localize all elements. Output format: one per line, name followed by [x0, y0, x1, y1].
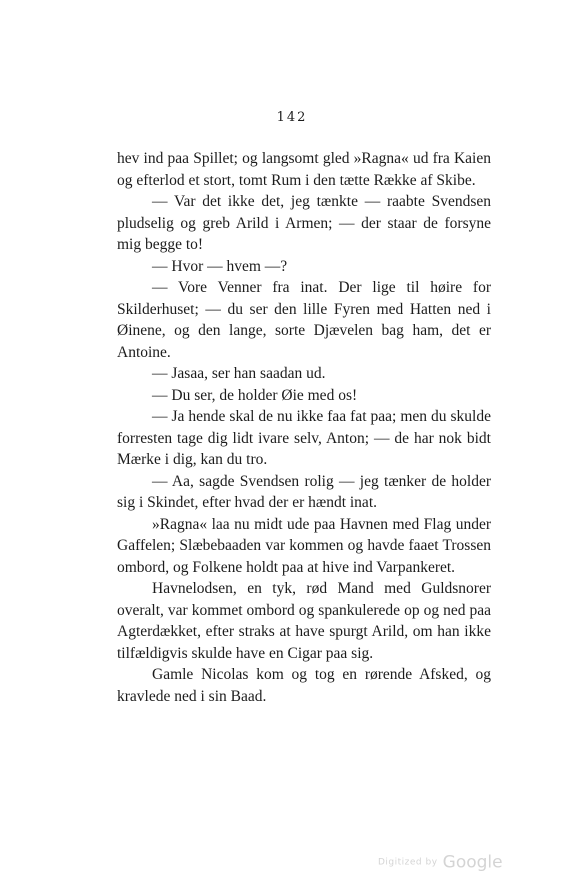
watermark-prefix: Digitized by [378, 857, 438, 868]
google-logo: Google [442, 852, 503, 873]
paragraph: — Hvor — hvem —? [152, 257, 288, 275]
paragraph: »Ragna« laa nu midt ude paa Havnen med Flag under Gaffelen; Slæbebaaden var kommen og havde faaet Trossen ombord, og Folkene holdt paa at hive ind Varpankeret. [117, 515, 491, 576]
body-text [117, 148, 491, 707]
paragraph: Havnelodsen, en tyk, rød Mand med Guldsnorer overalt, var kommet ombord og spankulerede op og ned paa Agterdækket, efter straks at have spurgt Arild, om han ikke tilfældigvis skulde have en Cigar paa sig. [117, 580, 491, 662]
paragraph: — Ja hende skal de nu ikke faa fat paa; men du skulde forresten tage dig lidt ivare selv, Anton; — de har nok bidt Mærke i dig, kan du tro. [117, 408, 491, 468]
paragraph: Gamle Nicolas kom og tog en rørende Afsked, og kravlede ned i sin Baad. [117, 666, 491, 705]
paragraph: — Du ser, de holder Øie med os! [152, 386, 358, 404]
paragraph: — Jasaa, ser han saadan ud. [152, 365, 326, 382]
page-number: 142 [276, 110, 308, 125]
paragraph: — Var det ikke det, jeg tænkte — raabte Svendsen pludselig og greb Arild i Armen; — der staar de forsyne mig begge to! [117, 193, 491, 253]
digitization-watermark [378, 852, 503, 873]
paragraph: hev ind paa Spillet; og langsomt gled »Ragna« ud fra Kaien og efterlod et stort, tomt Rum i den tætte Række af Skibe. [117, 150, 491, 189]
paragraph: — Vore Venner fra inat. Der lige til høire for Skilderhuset; — du ser den lille Fyren med Hatten ned i Øinene, og den lange, sorte Djævelen bag ham, det er Antoine. [117, 279, 491, 361]
paragraph: — Aa, sagde Svendsen rolig — jeg tænker de holder sig i Skindet, efter hvad der er hændt inat. [117, 472, 491, 511]
